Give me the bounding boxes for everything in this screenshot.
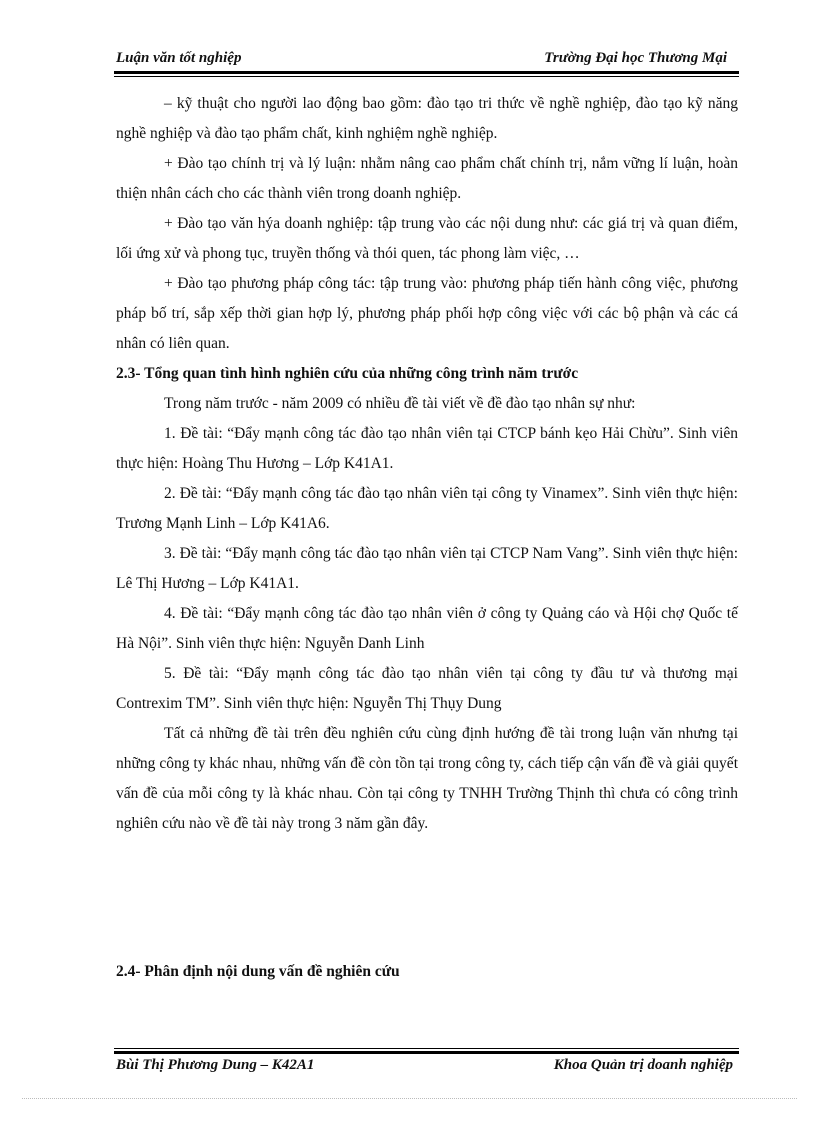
header-thesis-label: Luận văn tốt nghiệp xyxy=(116,50,242,66)
footer-author-label: Bùi Thị Phương Dung – K42A1 xyxy=(116,1057,315,1073)
header-rule-thin xyxy=(114,76,739,77)
page-footer xyxy=(114,1055,739,1079)
header-university-label: Trường Đại học Thương Mại xyxy=(544,50,727,66)
list-item-4: 4. Đề tài: “Đẩy mạnh công tác đào tạo nhân viên ở công ty Quảng cáo và Hội chợ Quốc tế Hà Nội”. Sinh viên thực hiện: Nguyễn Danh Linh xyxy=(116,605,738,652)
header-rule-thick xyxy=(114,71,739,74)
footer-rule-thick xyxy=(114,1051,739,1054)
page-header xyxy=(114,48,739,72)
section-heading-2-4: 2.4- Phân định nội dung vấn đề nghiên cứu xyxy=(116,963,400,980)
list-item-1: 1. Đề tài: “Đẩy mạnh công tác đào tạo nhân viên tại CTCP bánh kẹo Hải Chừu”. Sinh viên thực hiện: Hoàng Thu Hương – Lớp K41A1. xyxy=(116,425,738,472)
page-body xyxy=(116,89,738,987)
footer-faculty-label: Khoa Quản trị doanh nghiệp xyxy=(553,1057,733,1073)
paragraph-method-training: + Đào tạo phương pháp công tác: tập trung vào: phương pháp tiến hành công việc, phương pháp bố trí, sắp xếp thời gian hợp lý, phương pháp phối hợp công việc với các bộ phận và các cá nhân có liên quan. xyxy=(116,275,738,352)
list-item-5: 5. Đề tài: “Đẩy mạnh công tác đào tạo nhân viên tại công ty đầu tư và thương mại Contrexim TM”. Sinh viên thực hiện: Nguyễn Thị Thụy Dung xyxy=(116,665,738,712)
paragraph-political-training: + Đào tạo chính trị và lý luận: nhằm nâng cao phẩm chất chính trị, nắm vững lí luận, hoàn thiện nhân cách cho các thành viên trong doanh nghiệp. xyxy=(116,155,738,202)
page-break-dotted-line xyxy=(22,1098,797,1099)
paragraph-intro: Trong năm trước - năm 2009 có nhiều đề tài viết về đề đào tạo nhân sự như: xyxy=(164,395,636,412)
list-item-2: 2. Đề tài: “Đẩy mạnh công tác đào tạo nhân viên tại công ty Vinamex”. Sinh viên thực hiện: Trương Mạnh Linh – Lớp K41A6. xyxy=(116,485,738,532)
section-heading-2-3: 2.3- Tổng quan tình hình nghiên cứu của những công trình năm trước xyxy=(116,365,579,382)
list-item-3: 3. Đề tài: “Đẩy mạnh công tác đào tạo nhân viên tại CTCP Nam Vang”. Sinh viên thực hiện: Lê Thị Hương – Lớp K41A1. xyxy=(116,545,738,592)
paragraph-technical-training: – kỹ thuật cho người lao động bao gồm: đào tạo tri thức về nghề nghiệp, đào tạo kỹ năng nghề nghiệp và đào tạo phẩm chất, kinh nghiệm nghề nghiệp. xyxy=(116,95,738,142)
paragraph-conclusion: Tất cả những đề tài trên đều nghiên cứu cùng định hướng đề tài trong luận văn nhưng tại những công ty khác nhau, những vấn đề còn tồn tại trong công ty, cách tiếp cận vấn đề và giải quyết vấn đề của mỗi công ty là khác nhau. Còn tại công ty TNHH Trường Thịnh thì chưa có công trình nghiên cứu nào về đề tài này trong 3 năm gần đây. xyxy=(116,725,738,832)
footer-rule-thin xyxy=(114,1048,739,1049)
paragraph-culture-training: + Đào tạo văn hýa doanh nghiệp: tập trung vào các nội dung như: các giá trị và quan điểm, lối ứng xử và phong tục, truyền thống và thói quen, tác phong làm việc, … xyxy=(116,215,738,262)
